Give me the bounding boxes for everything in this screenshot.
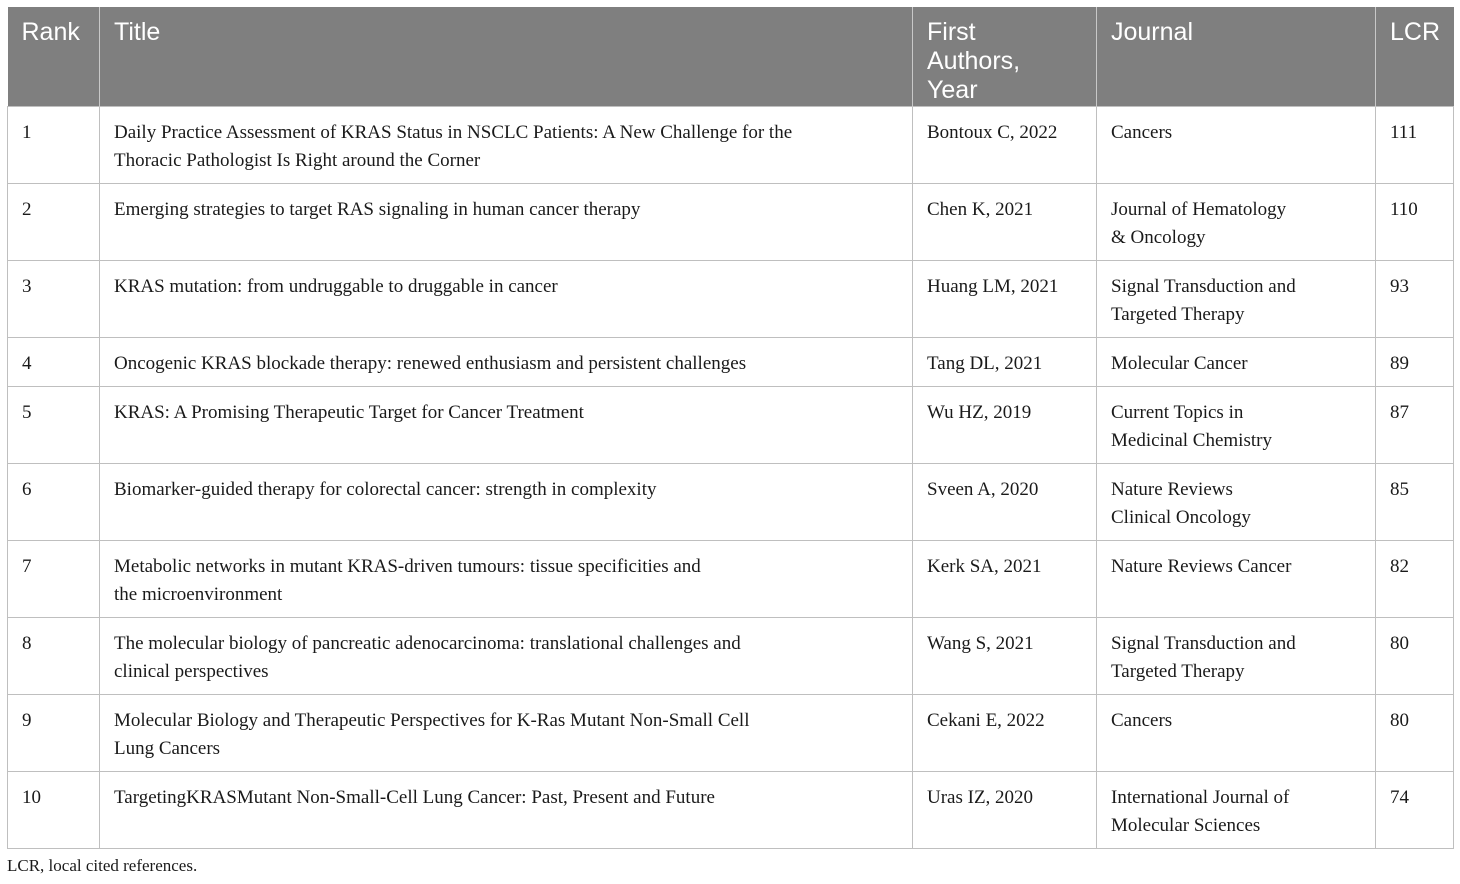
cell-first-author-year bbox=[913, 183, 1097, 260]
cell-lcr-text: 74 bbox=[1390, 786, 1409, 808]
cell-rank bbox=[8, 540, 100, 617]
cell-rank-text: 9 bbox=[22, 709, 32, 731]
cell-title-text: KRAS mutation: from undruggable to druggable in cancer bbox=[114, 275, 558, 297]
cell-rank-text: 8 bbox=[22, 632, 32, 654]
cell-rank bbox=[8, 183, 100, 260]
cell-lcr-text: 85 bbox=[1390, 478, 1409, 500]
cell-first-author-year-text: Uras IZ, 2020 bbox=[927, 786, 1034, 808]
cell-lcr bbox=[1376, 694, 1454, 771]
cell-lcr-text: 93 bbox=[1390, 275, 1409, 297]
cell-rank-text: 7 bbox=[22, 555, 32, 577]
header-rank: Rank bbox=[8, 7, 100, 106]
cell-lcr-text: 89 bbox=[1390, 352, 1409, 374]
cell-first-author-year bbox=[913, 463, 1097, 540]
cell-lcr-text: 87 bbox=[1390, 401, 1409, 423]
cell-first-author-year-text: Chen K, 2021 bbox=[927, 198, 1034, 220]
table-row bbox=[8, 106, 1454, 183]
table-footnote: LCR, local cited references. bbox=[7, 856, 198, 875]
cell-first-author-year bbox=[913, 617, 1097, 694]
cell-title bbox=[100, 386, 913, 463]
cell-title-text: Metabolic networks in mutant KRAS-driven tumours: tissue specificities and the microenvironment bbox=[114, 555, 701, 605]
cell-journal-text: Molecular Cancer bbox=[1111, 352, 1248, 374]
cell-title bbox=[100, 694, 913, 771]
cell-title bbox=[100, 617, 913, 694]
cell-lcr bbox=[1376, 386, 1454, 463]
cell-first-author-year-text: Cekani E, 2022 bbox=[927, 709, 1045, 731]
table-row bbox=[8, 540, 1454, 617]
cell-journal-text: Current Topics in Medicinal Chemistry bbox=[1111, 401, 1272, 451]
cell-title bbox=[100, 771, 913, 848]
cell-lcr-text: 111 bbox=[1390, 121, 1418, 143]
header-title: Title bbox=[100, 7, 913, 106]
cell-title-text: Biomarker-guided therapy for colorectal cancer: strength in complexity bbox=[114, 478, 657, 500]
header-first-authors-year bbox=[913, 7, 1097, 106]
cell-lcr bbox=[1376, 183, 1454, 260]
cell-title-text: KRAS: A Promising Therapeutic Target for Cancer Treatment bbox=[114, 401, 584, 423]
cell-journal-text: Nature Reviews Cancer bbox=[1111, 555, 1292, 577]
cell-rank bbox=[8, 694, 100, 771]
cell-rank-text: 10 bbox=[22, 786, 41, 808]
cell-rank bbox=[8, 106, 100, 183]
table-row bbox=[8, 183, 1454, 260]
table-row bbox=[8, 463, 1454, 540]
cell-journal-text: Cancers bbox=[1111, 121, 1173, 143]
cell-rank bbox=[8, 386, 100, 463]
cell-lcr-text: 82 bbox=[1390, 555, 1409, 577]
table-header-row bbox=[8, 7, 1454, 106]
cell-lcr bbox=[1376, 540, 1454, 617]
cell-journal bbox=[1097, 386, 1376, 463]
cell-first-author-year bbox=[913, 386, 1097, 463]
cell-first-author-year-text: Kerk SA, 2021 bbox=[927, 555, 1042, 577]
cell-first-author-year bbox=[913, 337, 1097, 386]
cell-journal-text: International Journal of Molecular Sciences bbox=[1111, 786, 1290, 836]
cell-title bbox=[100, 337, 913, 386]
cell-first-author-year bbox=[913, 694, 1097, 771]
cell-lcr bbox=[1376, 106, 1454, 183]
cited-references-table bbox=[7, 7, 1454, 849]
cell-title-text: Oncogenic KRAS blockade therapy: renewed enthusiasm and persistent challenges bbox=[114, 352, 747, 374]
table-row bbox=[8, 386, 1454, 463]
cell-title-text: Daily Practice Assessment of KRAS Status in NSCLC Patients: A New Challenge for the Thoracic Pathologist Is Right around the Corner bbox=[114, 121, 793, 171]
cell-rank-text: 3 bbox=[22, 275, 32, 297]
cell-journal bbox=[1097, 106, 1376, 183]
cell-lcr bbox=[1376, 260, 1454, 337]
cell-journal bbox=[1097, 260, 1376, 337]
cell-journal-text: Signal Transduction and Targeted Therapy bbox=[1111, 632, 1296, 682]
cell-title bbox=[100, 463, 913, 540]
cell-journal-text: Signal Transduction and Targeted Therapy bbox=[1111, 275, 1296, 325]
cell-title-text: TargetingKRASMutant Non-Small-Cell Lung Cancer: Past, Present and Future bbox=[114, 786, 715, 808]
cell-first-author-year-text: Tang DL, 2021 bbox=[927, 352, 1043, 374]
table-row bbox=[8, 617, 1454, 694]
cell-journal bbox=[1097, 183, 1376, 260]
data-table-container bbox=[7, 7, 1453, 849]
cell-first-author-year bbox=[913, 771, 1097, 848]
table-row bbox=[8, 337, 1454, 386]
cell-journal-text: Nature Reviews Clinical Oncology bbox=[1111, 478, 1251, 528]
cell-rank-text: 2 bbox=[22, 198, 32, 220]
cell-title bbox=[100, 260, 913, 337]
cell-rank bbox=[8, 617, 100, 694]
cell-title bbox=[100, 183, 913, 260]
table-row bbox=[8, 694, 1454, 771]
cell-first-author-year-text: Wang S, 2021 bbox=[927, 632, 1034, 654]
cell-first-author-year bbox=[913, 260, 1097, 337]
cell-journal-text: Cancers bbox=[1111, 709, 1173, 731]
cell-lcr bbox=[1376, 463, 1454, 540]
cell-rank bbox=[8, 463, 100, 540]
cell-lcr-text: 110 bbox=[1390, 198, 1418, 220]
cell-lcr bbox=[1376, 337, 1454, 386]
table-body bbox=[8, 106, 1454, 848]
cell-first-author-year bbox=[913, 106, 1097, 183]
cell-first-author-year-text: Wu HZ, 2019 bbox=[927, 401, 1032, 423]
cell-journal bbox=[1097, 463, 1376, 540]
cell-title bbox=[100, 540, 913, 617]
cell-first-author-year-text: Huang LM, 2021 bbox=[927, 275, 1059, 297]
cell-journal bbox=[1097, 771, 1376, 848]
cell-journal bbox=[1097, 337, 1376, 386]
cell-rank-text: 1 bbox=[22, 121, 32, 143]
header-journal: Journal bbox=[1097, 7, 1376, 106]
cell-rank-text: 5 bbox=[22, 401, 32, 423]
cell-title-text: The molecular biology of pancreatic adenocarcinoma: translational challenges and clinical perspectives bbox=[114, 632, 741, 682]
cell-lcr bbox=[1376, 617, 1454, 694]
cell-journal bbox=[1097, 694, 1376, 771]
cell-first-author-year bbox=[913, 540, 1097, 617]
header-lcr: LCR bbox=[1376, 7, 1454, 106]
table-row bbox=[8, 771, 1454, 848]
cell-rank bbox=[8, 771, 100, 848]
cell-title bbox=[100, 106, 913, 183]
header-first-authors-year-label: First Authors, Year bbox=[927, 18, 1021, 104]
cell-rank-text: 6 bbox=[22, 478, 32, 500]
cell-title-text: Emerging strategies to target RAS signaling in human cancer therapy bbox=[114, 198, 641, 220]
cell-title-text: Molecular Biology and Therapeutic Perspectives for K-Ras Mutant Non-Small Cell Lung Cancers bbox=[114, 709, 750, 759]
cell-first-author-year-text: Bontoux C, 2022 bbox=[927, 121, 1058, 143]
cell-lcr bbox=[1376, 771, 1454, 848]
cell-journal bbox=[1097, 540, 1376, 617]
cell-first-author-year-text: Sveen A, 2020 bbox=[927, 478, 1039, 500]
table-row bbox=[8, 260, 1454, 337]
cell-rank bbox=[8, 337, 100, 386]
cell-lcr-text: 80 bbox=[1390, 632, 1409, 654]
cell-journal bbox=[1097, 617, 1376, 694]
cell-journal-text: Journal of Hematology & Oncology bbox=[1111, 198, 1287, 248]
cell-lcr-text: 80 bbox=[1390, 709, 1409, 731]
cell-rank bbox=[8, 260, 100, 337]
cell-rank-text: 4 bbox=[22, 352, 32, 374]
